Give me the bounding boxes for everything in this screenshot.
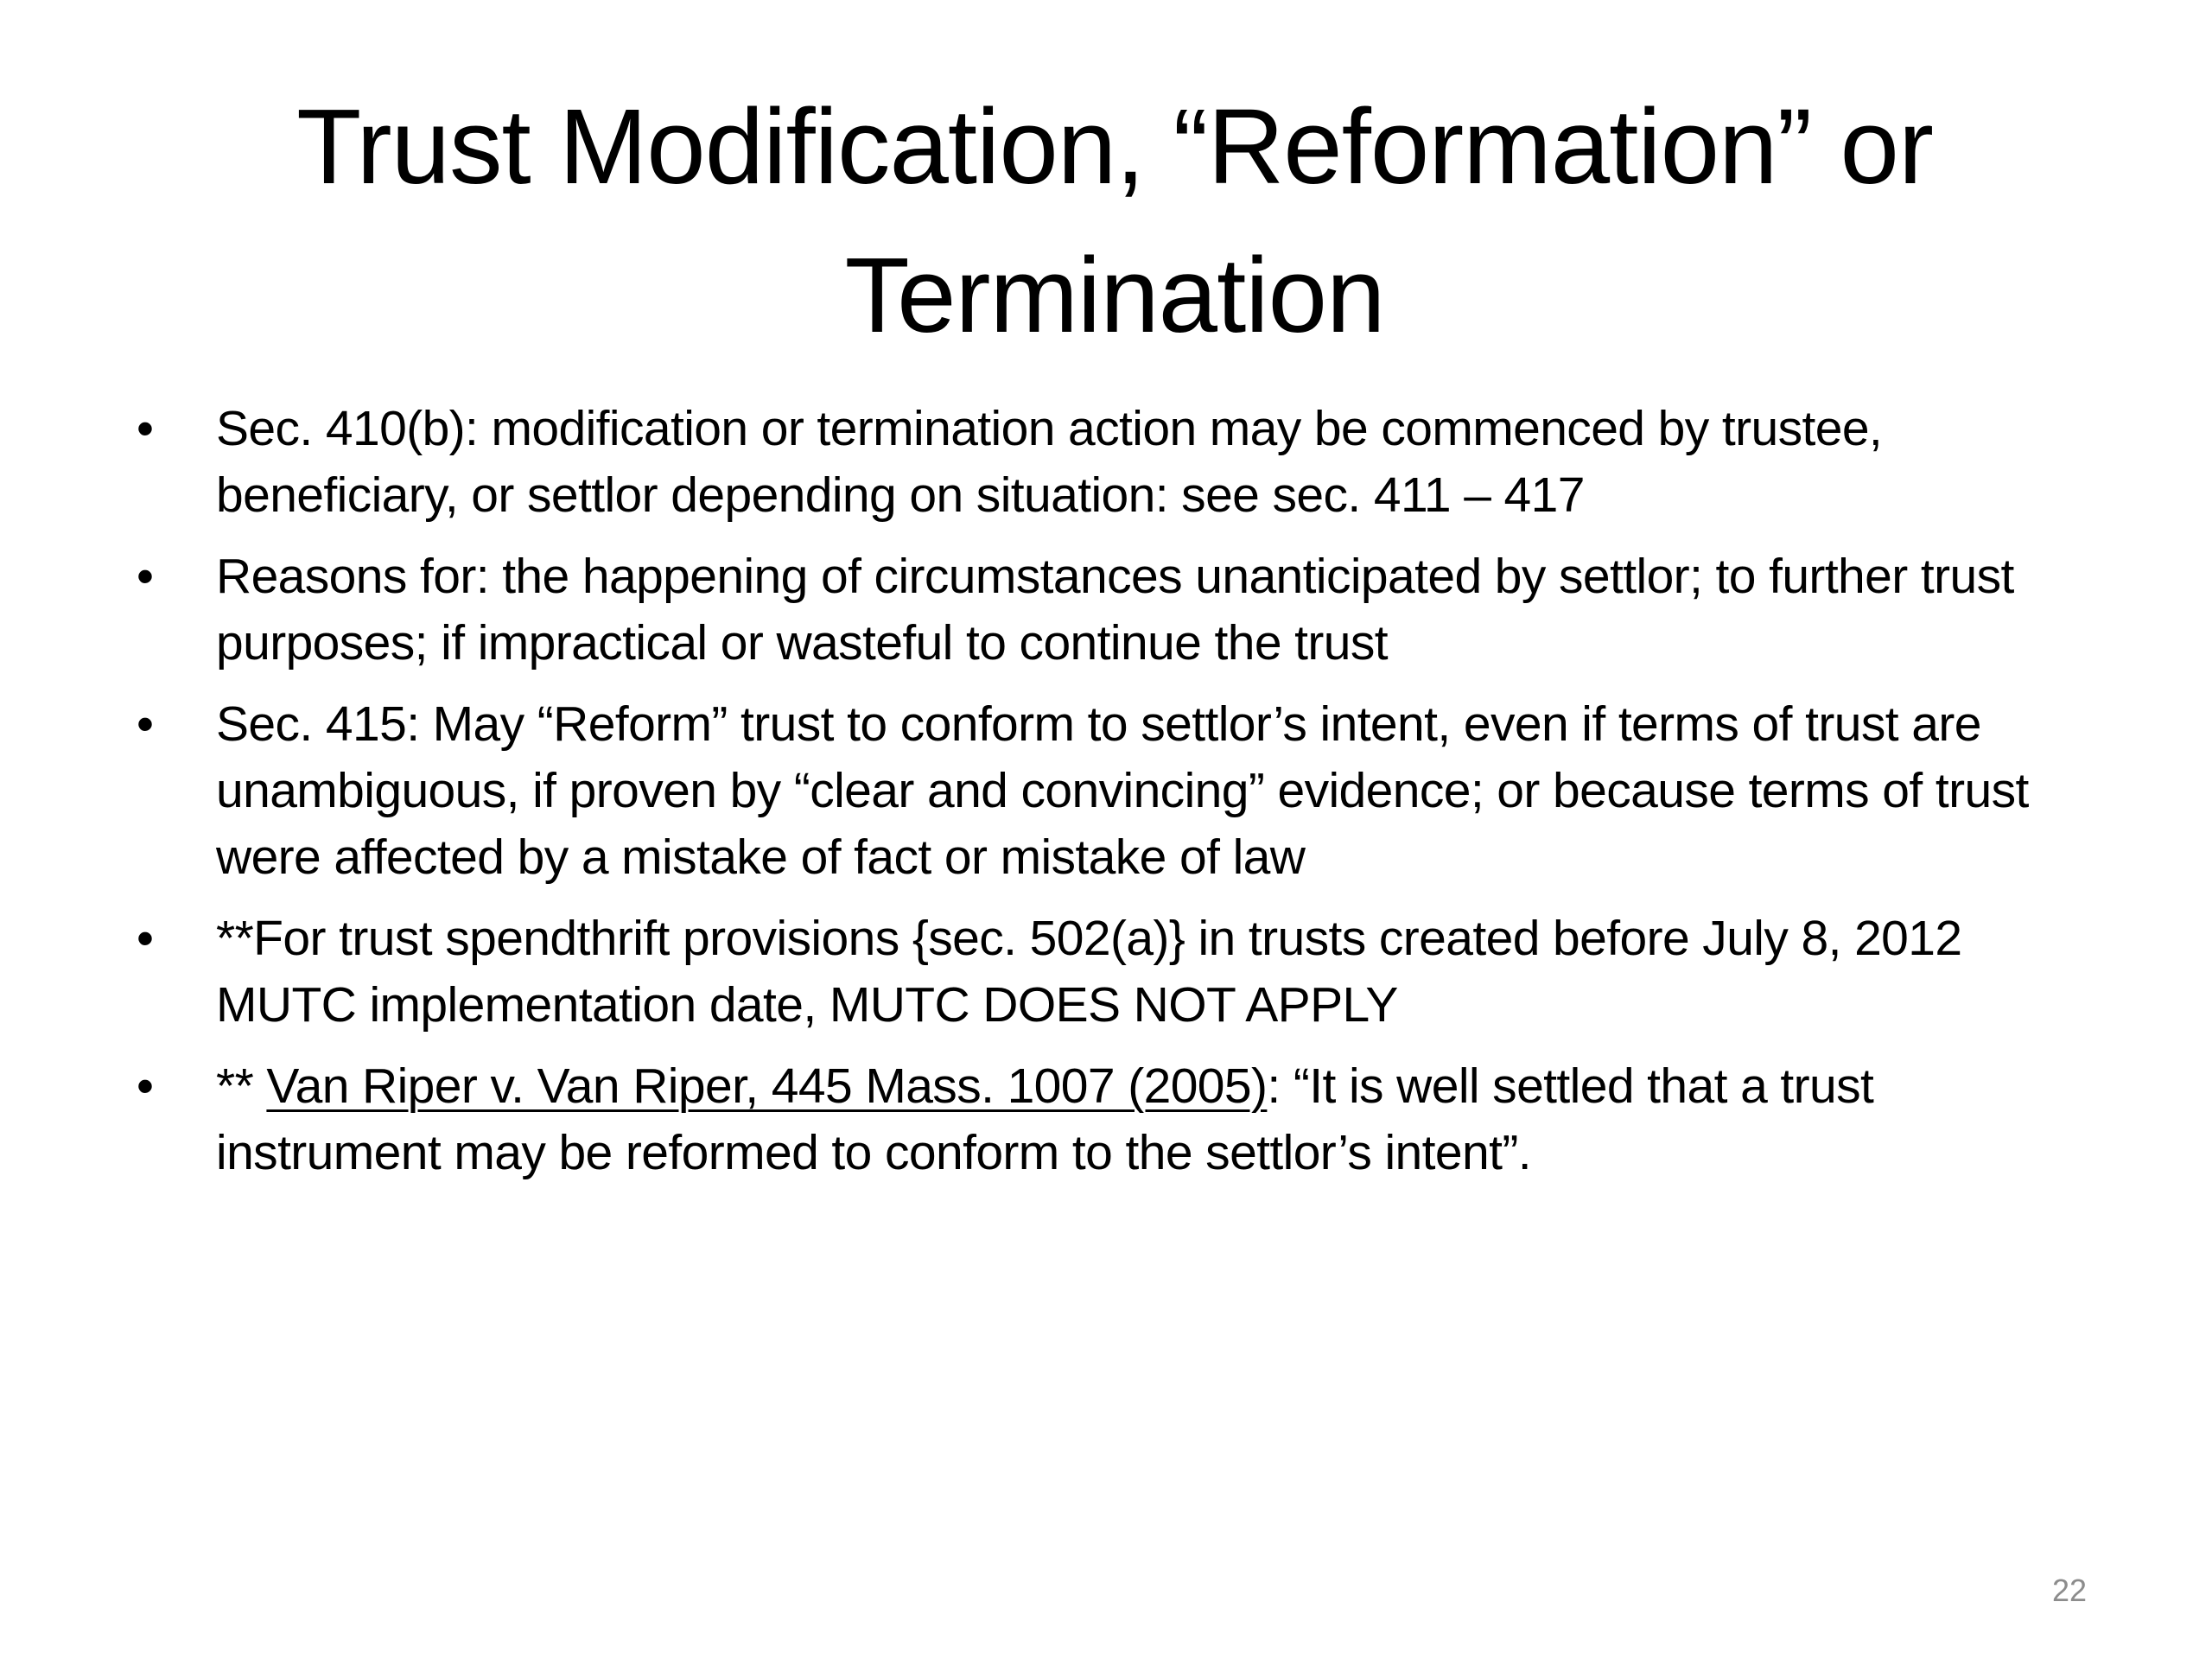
- bullet-text: Sec. 410(b): modification or termination action may be commenced by trustee, beneficiary, or settlor depending on situation: see sec. 411 – 417: [216, 401, 1883, 523]
- bullet-quote: : “It is well settled that a trust instrument may be reformed to conform to the settlor’s intent”.: [216, 1058, 1874, 1180]
- page-number: 22: [2051, 1573, 2087, 1608]
- bullet-item: [130, 906, 2108, 1039]
- bullet-text: **For trust spendthrift provisions {sec. 502(a)} in trusts created before July 8, 2012 MUTC implementation date, MUTC DOES NOT APPLY: [216, 911, 1962, 1033]
- bullet-prefix: **: [216, 1058, 267, 1114]
- bullet-text: [216, 1058, 1873, 1180]
- slide-title: Trust Modification, “Reformation” or Termination: [296, 88, 1933, 355]
- bullet-item: [130, 691, 2108, 891]
- bullet-marker: •: [137, 696, 154, 752]
- bullet-text: Reasons for: the happening of circumstances unanticipated by settlor; to further trust purposes; if impractical or wasteful to continue the trust: [216, 549, 2014, 671]
- bullet-marker: •: [137, 549, 154, 604]
- bullet-list: [130, 396, 2108, 1201]
- bullet-marker: •: [137, 1058, 154, 1114]
- case-citation: Van Riper v. Van Riper, 445 Mass. 1007 (2005): [266, 1058, 1268, 1114]
- bullet-item: [130, 543, 2108, 677]
- bullet-text: Sec. 415: May “Reform” trust to conform to settlor’s intent, even if terms of trust are unambiguous, if proven by “clear and convincing” evidence; or because terms of trust were affected by a mistake of fact or mistake of law: [216, 696, 2029, 885]
- bullet-marker: •: [137, 911, 154, 966]
- bullet-item: [130, 396, 2108, 529]
- bullet-marker: •: [137, 401, 154, 456]
- bullet-item: [130, 1053, 2108, 1186]
